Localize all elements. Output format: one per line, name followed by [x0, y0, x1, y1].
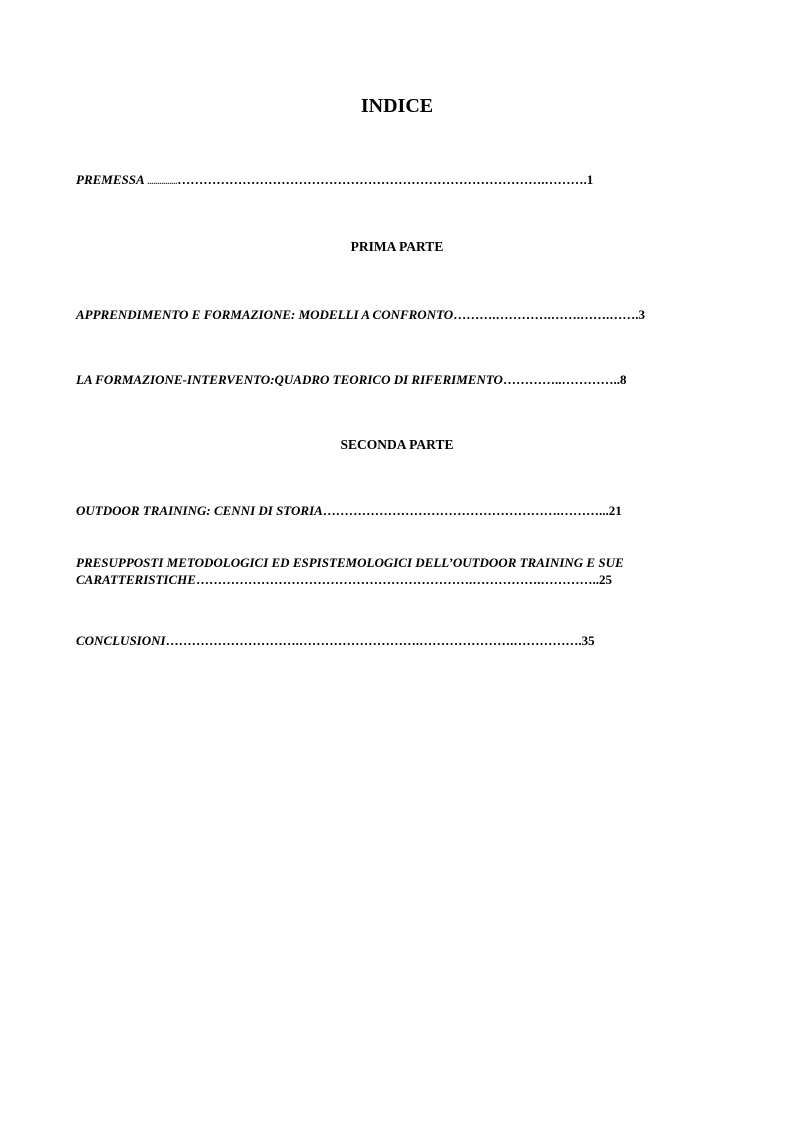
section-heading-prima-parte: PRIMA PARTE: [350, 239, 444, 254]
page-title: INDICE: [360, 95, 434, 117]
toc-entry-label-line1: PRESUPPOSTI METODOLOGICI ED ESPISTEMOLOGICI DELL’OUTDOOR TRAINING E SUE: [76, 555, 624, 570]
toc-entry-page-number: ...21: [599, 503, 622, 518]
toc-entry-conclusioni[interactable]: [76, 632, 706, 649]
toc-entry-small-leader: ...............: [147, 177, 178, 186]
toc-entry-leader: ……….………….…….…….……: [453, 307, 636, 322]
toc-entry-apprendimento[interactable]: [76, 306, 706, 323]
toc-entry-formazione-intervento[interactable]: [76, 371, 706, 388]
toc-entry-presupposti[interactable]: [76, 554, 706, 588]
toc-entry-premessa[interactable]: [76, 171, 706, 190]
toc-entry-outdoor-storia[interactable]: [76, 502, 706, 519]
toc-entry-page-number: .1: [583, 172, 594, 187]
toc-entry-leader: ……………………………………………….………: [322, 503, 600, 518]
toc-entry-page-number: .35: [578, 633, 595, 648]
toc-entry-line2: [76, 571, 706, 588]
toc-entry-page-number: ..25: [592, 572, 612, 587]
toc-entry-leader: …………..…………: [502, 372, 614, 387]
toc-entry-leader: ………………………….……………………….………………….……………: [165, 633, 579, 648]
toc-entry-label: PREMESSA: [76, 172, 144, 187]
toc-entry-leader: ………………………………………………………………………….………: [177, 172, 584, 187]
toc-entry-page-number: .3: [635, 307, 645, 322]
toc-entry-label: APPRENDIMENTO E FORMAZIONE: MODELLI A CONFRONTO: [76, 307, 454, 322]
toc-entry-label: CONCLUSIONI: [76, 633, 166, 648]
toc-entry-label: OUTDOOR TRAINING: CENNI DI STORIA: [76, 503, 323, 518]
toc-entry-label-line2: CARATTERISTICHE: [76, 572, 196, 587]
section-heading-seconda-parte: SECONDA PARTE: [340, 437, 454, 452]
toc-entry-label: LA FORMAZIONE-INTERVENTO:QUADRO TEORICO DI RIFERIMENTO: [76, 372, 503, 387]
toc-entry-leader: ……………………………………………………….…………….…………: [195, 572, 593, 587]
toc-entry-page-number: ..8: [613, 372, 627, 387]
